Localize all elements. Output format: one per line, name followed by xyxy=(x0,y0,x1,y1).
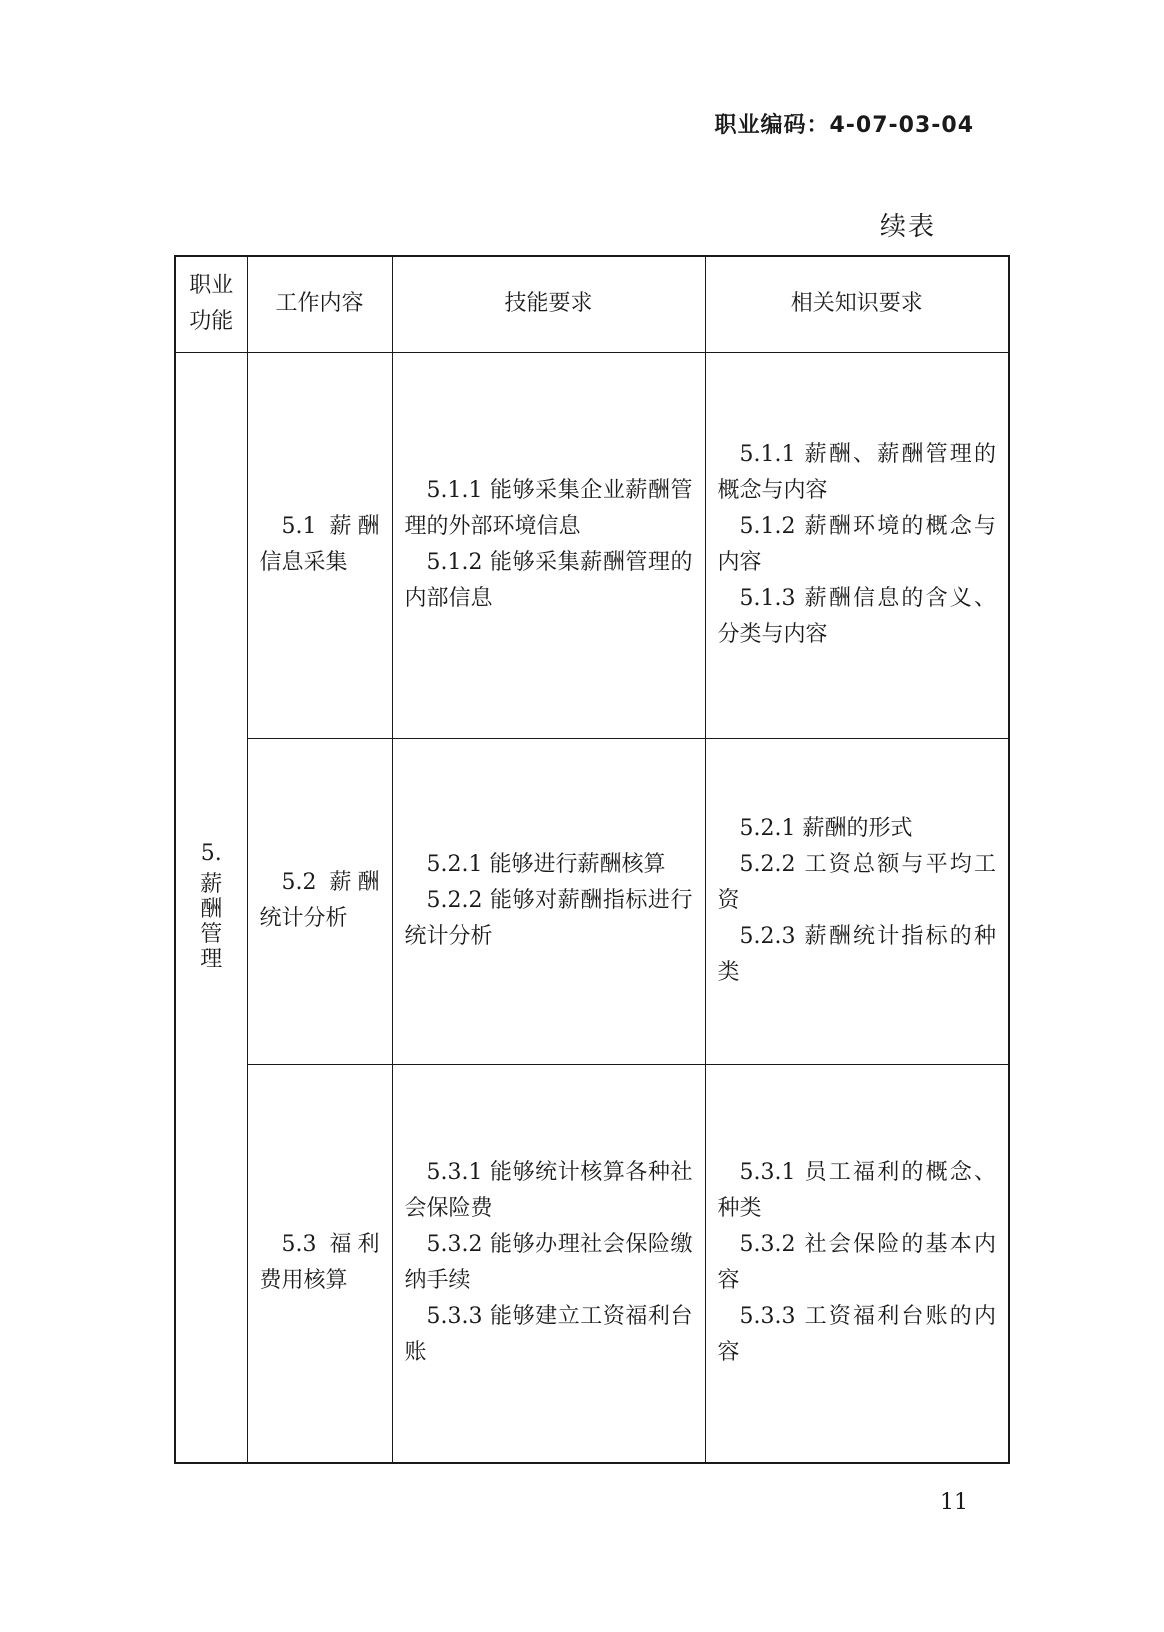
skills-table xyxy=(174,255,1010,1464)
continued-label: 续表 xyxy=(879,212,936,242)
knowledge-item: 5.2.1 薪酬的形式 xyxy=(739,816,913,841)
skill-cell xyxy=(392,738,705,1064)
header-knowledge-requirements: 相关知识要求 xyxy=(705,256,1009,352)
knowledge-cell xyxy=(705,738,1009,1064)
knowledge-item: 5.1.1 薪酬、薪酬管理的概念与内容 xyxy=(717,442,996,503)
knowledge-item: 5.3.3 工资福利台账的内容 xyxy=(717,1304,996,1366)
knowledge-item: 5.2.2 工资总额与平均工资 xyxy=(717,852,996,913)
table-row xyxy=(175,1064,1009,1463)
function-name: 薪酬管理 xyxy=(200,872,223,973)
header-work-content: 工作内容 xyxy=(247,256,392,352)
knowledge-item: 5.3.1 员工福利的概念、种类 xyxy=(717,1160,996,1222)
work-content-cell xyxy=(247,352,392,738)
knowledge-item: 5.3.2 社会保险的基本内容 xyxy=(717,1232,996,1294)
skill-cell xyxy=(392,352,705,738)
table-header-row xyxy=(175,256,1009,352)
knowledge-cell xyxy=(705,352,1009,738)
work-content-cell xyxy=(247,738,392,1064)
knowledge-item: 5.2.3 薪酬统计指标的种类 xyxy=(717,924,996,985)
skill-item: 5.2.1 能够进行薪酬核算 xyxy=(426,852,666,877)
skill-item: 5.1.2 能够采集薪酬管理的内部信息 xyxy=(404,550,693,611)
skill-item: 5.3.2 能够办理社会保险缴纳手续 xyxy=(404,1232,693,1294)
work-content-text: 5.1 薪酬信息采集 xyxy=(259,514,380,575)
skill-cell xyxy=(392,1064,705,1463)
knowledge-item: 5.1.3 薪酬信息的含义、分类与内容 xyxy=(717,586,996,647)
table-row xyxy=(175,352,1009,738)
function-cell xyxy=(175,352,247,1463)
work-content-text: 5.3 福利费用核算 xyxy=(259,1232,380,1294)
knowledge-cell xyxy=(705,1064,1009,1463)
page-number: 11 xyxy=(940,1490,968,1515)
skill-item: 5.2.2 能够对薪酬指标进行统计分析 xyxy=(404,888,693,949)
knowledge-item: 5.1.2 薪酬环境的概念与内容 xyxy=(717,514,996,575)
work-content-text: 5.2 薪酬统计分析 xyxy=(259,870,380,931)
skill-item: 5.1.1 能够采集企业薪酬管理的外部环境信息 xyxy=(404,478,693,539)
occupation-code: 职业编码：4-07-03-04 xyxy=(714,113,974,138)
skill-item: 5.3.3 能够建立工资福利台账 xyxy=(404,1304,693,1366)
skill-item: 5.3.1 能够统计核算各种社会保险费 xyxy=(404,1160,693,1222)
header-skill-requirements: 技能要求 xyxy=(392,256,705,352)
work-content-cell xyxy=(247,1064,392,1463)
header-function: 职业功能 xyxy=(175,256,247,352)
table-row xyxy=(175,738,1009,1064)
function-number: 5. xyxy=(200,841,222,867)
